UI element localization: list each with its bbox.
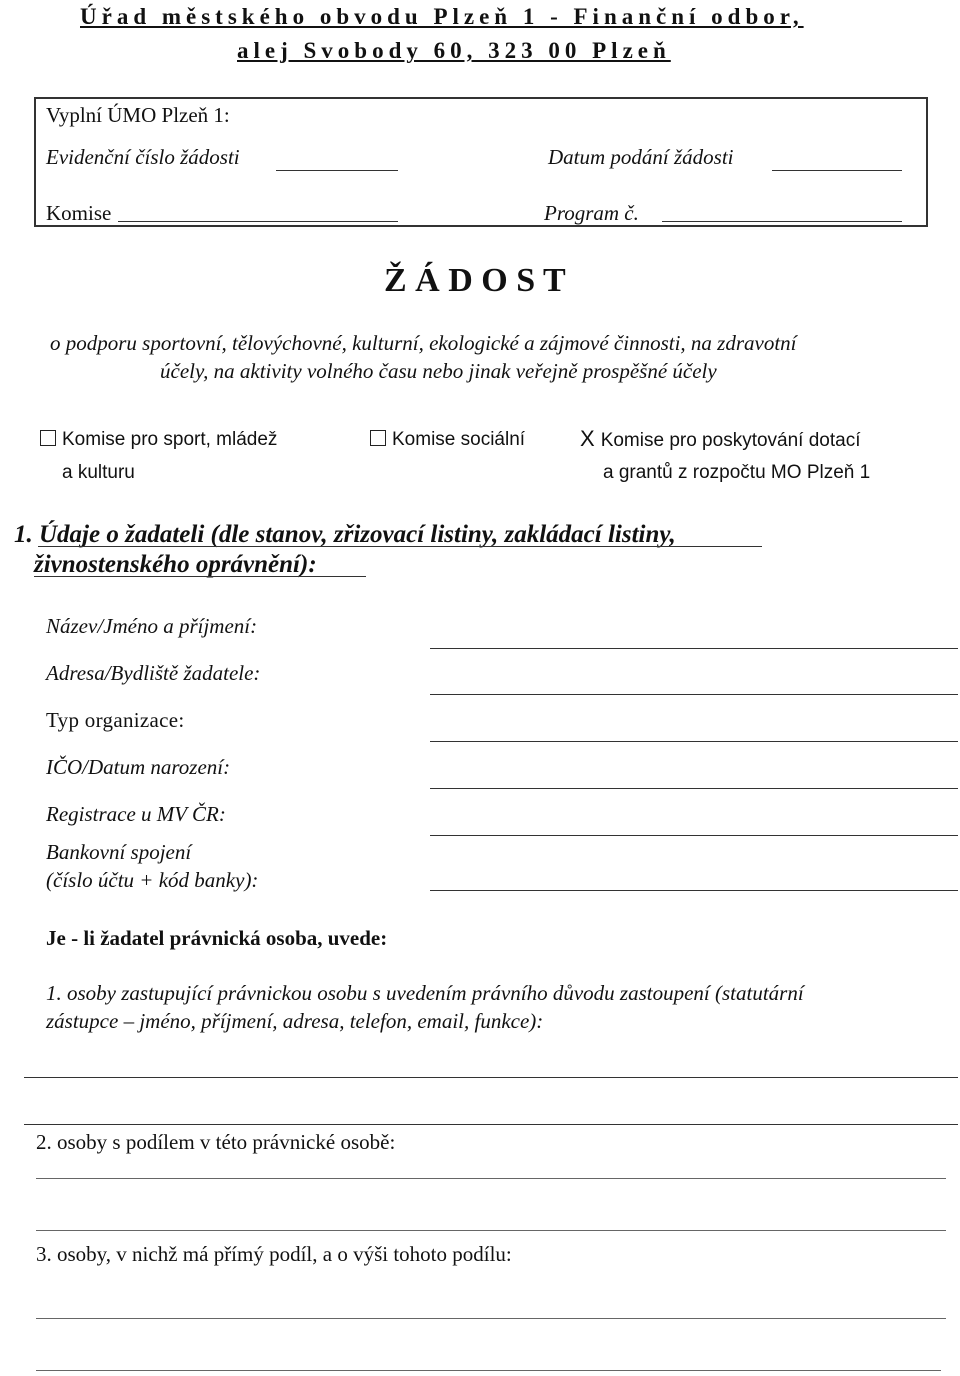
field-label-org-type: Typ organizace: xyxy=(46,708,185,732)
section-1-heading-line-1 xyxy=(14,521,676,549)
program-label: Program č. xyxy=(544,201,639,225)
name-input-line[interactable] xyxy=(430,648,958,649)
subtitle-line-1: o podporu sportovní, tělovýchovné, kulturní, ekologické a zájmové činnosti, na zdravotní xyxy=(50,331,797,355)
registration-input-line[interactable] xyxy=(430,835,958,836)
field-label-registration: Registrace u MV ČR: xyxy=(46,802,226,826)
checkbox-icon[interactable] xyxy=(40,430,56,446)
commission-field[interactable] xyxy=(118,221,398,222)
commission-option-grants[interactable] xyxy=(580,426,861,452)
item-3-label: 3. osoby, v nichž má přímý podíl, a o výši tohoto podílu: xyxy=(36,1242,512,1266)
commission-label: Komise xyxy=(46,201,112,225)
header-line-1: Úřad městského obvodu Plzeň 1 - Finanční odbor, xyxy=(80,4,804,29)
commission-option-social[interactable] xyxy=(370,429,525,451)
submission-date-label: Datum podání žádosti xyxy=(548,145,734,169)
item-1-input-line-1[interactable] xyxy=(24,1077,958,1078)
commission-social-label: Komise sociální xyxy=(392,429,526,450)
checkbox-icon[interactable] xyxy=(370,430,386,446)
field-label-name: Název/Jméno a příjmení: xyxy=(46,614,258,638)
item-3-input-line-1[interactable] xyxy=(36,1318,946,1319)
item-2-input-line-1[interactable] xyxy=(36,1178,946,1179)
bank-input-line[interactable] xyxy=(430,890,958,891)
submission-date-field[interactable] xyxy=(772,170,902,171)
org-type-input-line[interactable] xyxy=(430,741,958,742)
evidence-number-field[interactable] xyxy=(276,170,398,171)
commission-sport-label-line-2: a kulturu xyxy=(62,462,135,483)
item-2-input-line-2[interactable] xyxy=(36,1230,946,1231)
field-label-bank-line-2: (číslo účtu + kód banky): xyxy=(46,868,259,892)
commission-option-sport[interactable] xyxy=(40,429,277,451)
office-box-title: Vyplní ÚMO Plzeň 1: xyxy=(46,103,230,127)
commission-grants-label: Komise pro poskytování dotací xyxy=(600,430,861,451)
item-1-input-line-2[interactable] xyxy=(24,1124,958,1125)
ico-input-line[interactable] xyxy=(430,788,958,789)
field-label-bank-line-1: Bankovní spojení xyxy=(46,840,192,864)
evidence-number-label: Evidenční číslo žádosti xyxy=(46,145,240,169)
commission-sport-label: Komise pro sport, mládež xyxy=(62,429,278,450)
item-1-line-2: zástupce – jméno, příjmení, adresa, telefon, email, funkce): xyxy=(46,1009,544,1033)
section-1-heading-text: 1. Údaje o žadateli (dle stanov, zřizovací listiny, zakládací listiny, xyxy=(14,521,676,548)
item-1-line-1: 1. osoby zastupující právnickou osobu s uvedením právního důvodu zastoupení (statutární xyxy=(46,981,804,1005)
subtitle-line-2: účely, na aktivity volného času nebo jinak veřejně prospěšné účely xyxy=(160,359,717,383)
legal-entity-heading xyxy=(46,926,387,951)
page-title: Ž Á D O S T xyxy=(384,262,566,299)
section-1-heading-underline-2 xyxy=(34,576,366,577)
section-1-heading-line-2: živnostenského oprávnění): xyxy=(34,551,317,578)
item-2-label: 2. osoby s podílem v této právnické osobě: xyxy=(36,1130,396,1154)
commission-grants-label-line-2: a grantů z rozpočtu MO Plzeň 1 xyxy=(603,462,871,483)
field-label-ico: IČO/Datum narození: xyxy=(46,755,231,779)
section-1-heading-underline-1 xyxy=(38,546,762,547)
field-label-address: Adresa/Bydliště žadatele: xyxy=(46,661,261,685)
legal-entity-heading-text: Je - li žadatel právnická osoba, uvede: xyxy=(46,926,388,950)
checked-x-icon[interactable]: X xyxy=(580,426,595,451)
address-input-line[interactable] xyxy=(430,694,958,695)
program-field[interactable] xyxy=(662,221,902,222)
item-3-input-line-2[interactable] xyxy=(36,1370,941,1371)
header-line-2: alej Svobody 60, 323 00 Plzeň xyxy=(237,38,671,63)
